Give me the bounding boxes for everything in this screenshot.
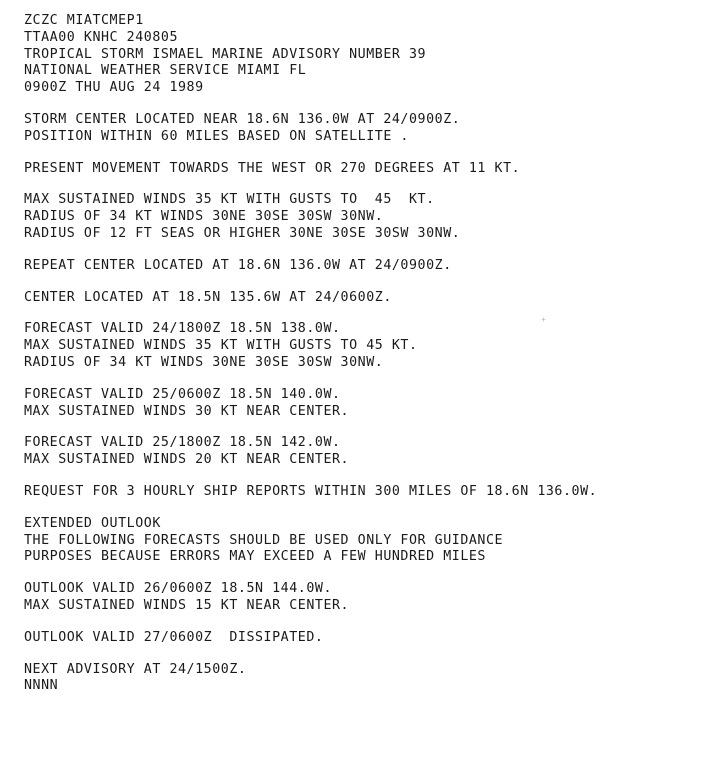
outlook-valid-line: OUTLOOK VALID 27/0600Z DISSIPATED. <box>24 629 324 645</box>
outlook-winds-line: MAX SUSTAINED WINDS 15 KT NEAR CENTER. <box>24 597 350 613</box>
previous-position-block <box>24 290 597 307</box>
header-block <box>24 13 597 97</box>
winds-block <box>24 192 597 242</box>
guidance-note-line: THE FOLLOWING FORECASTS SHOULD BE USED ONLY FOR GUIDANCE <box>24 532 504 548</box>
forecast-valid-line: FORECAST VALID 25/0600Z 18.5N 140.0W. <box>24 386 341 402</box>
forecast-winds-line: MAX SUSTAINED WINDS 35 KT WITH GUSTS TO 45 KT. <box>24 338 418 354</box>
previous-center-line: CENTER LOCATED AT 18.5N 135.6W AT 24/0600Z. <box>24 289 392 305</box>
movement-line: PRESENT MOVEMENT TOWARDS THE WEST OR 270 DEGREES AT 11 KT. <box>24 160 521 176</box>
header-line: ZCZC MIATCMEP1 <box>24 13 144 28</box>
closing-block <box>24 662 597 696</box>
seas-radius-line: RADIUS OF 12 FT SEAS OR HIGHER 30NE 30SE 30SW 30NW. <box>24 225 461 241</box>
forecast-block-2 <box>24 387 597 421</box>
forecast-valid-line: FORECAST VALID 25/1800Z 18.5N 142.0W. <box>24 435 341 451</box>
scan-speck: + <box>541 315 546 324</box>
repeat-block <box>24 258 597 275</box>
forecast-valid-line: FORECAST VALID 24/1800Z 18.5N 138.0W. <box>24 321 341 337</box>
position-accuracy-line: POSITION WITHIN 60 MILES BASED ON SATELLITE . <box>24 128 409 144</box>
forecast-block-1 <box>24 321 597 371</box>
advisory-title: TROPICAL STORM ISMAEL MARINE ADVISORY NUMBER 39 <box>24 46 427 62</box>
outlook-valid-line: OUTLOOK VALID 26/0600Z 18.5N 144.0W. <box>24 581 332 597</box>
extended-outlook-block <box>24 516 597 566</box>
forecast-winds-line: MAX SUSTAINED WINDS 30 KT NEAR CENTER. <box>24 403 350 419</box>
outlook-block-1 <box>24 581 597 615</box>
issue-time: 0900Z THU AUG 24 1989 <box>24 80 204 96</box>
forecast-block-3 <box>24 435 597 469</box>
repeat-center-line: REPEAT CENTER LOCATED AT 18.6N 136.0W AT 24/0900Z. <box>24 257 452 273</box>
end-of-message: NNNN <box>24 678 59 694</box>
storm-center-line: STORM CENTER LOCATED NEAR 18.6N 136.0W AT 24/0900Z. <box>24 111 461 127</box>
outlook-block-2 <box>24 630 597 647</box>
forecast-radius-line: RADIUS OF 34 KT WINDS 30NE 30SE 30SW 30NW. <box>24 354 384 370</box>
request-block <box>24 484 597 501</box>
header-line: TTAA00 KNHC 240805 <box>24 29 178 45</box>
extended-outlook-heading: EXTENDED OUTLOOK <box>24 515 161 531</box>
guidance-note-line: PURPOSES BECAUSE ERRORS MAY EXCEED A FEW HUNDRED MILES <box>24 549 486 565</box>
max-winds-line: MAX SUSTAINED WINDS 35 KT WITH GUSTS TO 45 KT. <box>24 192 435 208</box>
wind-radius-line: RADIUS OF 34 KT WINDS 30NE 30SE 30SW 30NW. <box>24 209 384 225</box>
next-advisory-line: NEXT ADVISORY AT 24/1500Z. <box>24 661 247 677</box>
forecast-winds-line: MAX SUSTAINED WINDS 20 KT NEAR CENTER. <box>24 452 350 468</box>
movement-block <box>24 161 597 178</box>
ship-report-request-line: REQUEST FOR 3 HOURLY SHIP REPORTS WITHIN 300 MILES OF 18.6N 136.0W. <box>24 483 598 499</box>
issuing-office: NATIONAL WEATHER SERVICE MIAMI FL <box>24 63 307 79</box>
advisory-text <box>24 13 597 695</box>
position-block <box>24 112 597 146</box>
